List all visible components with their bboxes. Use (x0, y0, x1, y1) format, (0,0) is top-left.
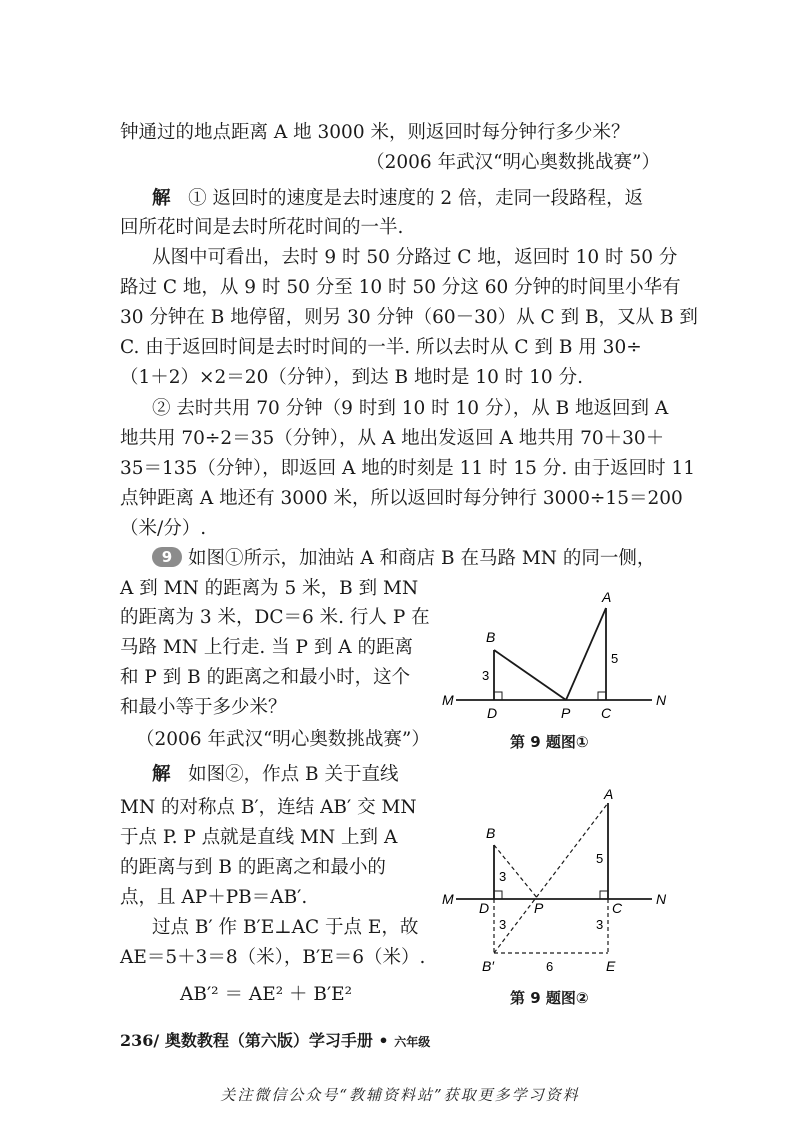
label-ac-length: 5 (596, 851, 604, 866)
text-line (152, 186, 643, 212)
label-m: M (442, 692, 454, 708)
bottom-promo-note: 关注微信公众号“教辅资料站”获取更多学习资料 (220, 1086, 580, 1104)
label-ce-length: 3 (596, 917, 604, 932)
text-line: 地共用 70÷2＝35（分钟），从 A 地出发返回 A 地共用 70＋30＋ (120, 428, 665, 449)
text-line: 点钟距离 A 地还有 3000 米，所以返回时每分钟行 3000÷15＝200 (120, 488, 683, 509)
text-line: （米/分）. (120, 518, 207, 539)
text-line: ② 去时共用 70 分钟（9 时到 10 时 10 分），从 B 地返回到 A (152, 398, 669, 419)
page-footer (120, 1028, 430, 1051)
text-line: 钟通过的地点距离 A 地 3000 米，则返回时每分钟行多少米？ (120, 122, 630, 143)
text-segment: 如图①所示，加油站 A 和商店 B 在马路 MN 的同一侧， (188, 548, 656, 569)
label-d: D (487, 705, 498, 720)
label-m: M (442, 891, 454, 907)
right-angle-d (494, 692, 502, 700)
label-dbprime-length: 3 (499, 917, 507, 932)
label-n: N (656, 891, 667, 907)
source-note: （2006 年武汉“明心奥数挑战赛”） (366, 152, 660, 173)
label-bd-length: 3 (499, 869, 507, 884)
label-d: D (479, 900, 490, 916)
label-a: A (602, 589, 612, 605)
text-line (152, 546, 655, 572)
segment-bprime-a (494, 803, 608, 953)
text-line: （1＋2）×2＝20（分钟），到达 B 地时是 10 时 10 分. (120, 367, 583, 388)
right-angle-c (598, 692, 606, 700)
segment-pa (566, 608, 606, 700)
label-a: A (604, 786, 614, 802)
text-line: 30 分钟在 B 地停留，则另 30 分钟（60－30）从 C 到 B，又从 B 到 (120, 307, 698, 328)
label-bd-length: 3 (482, 668, 490, 683)
source-note: （2006 年武汉“明心奥数挑战赛”） (136, 729, 430, 750)
label-b: B (486, 825, 496, 841)
text-line: 路过 C 地，从 9 时 50 分至 10 时 50 分这 60 分钟的时间里小华有 (120, 277, 681, 298)
text-line: 的距离为 3 米，DC＝6 米. 行人 P 在 (120, 607, 430, 628)
book-title: / 奥数教程（第六版）学习手册 • (153, 1031, 389, 1050)
label-b-prime: B′ (482, 958, 494, 974)
text-line: MN 的对称点 B′，连结 AB′ 交 MN (120, 797, 417, 818)
text-line: 的距离与到 B 的距离之和最小的 (120, 857, 386, 878)
label-b: B (486, 629, 496, 645)
text-segment: 如图②，作点 B 关于直线 (188, 764, 399, 785)
segment-bp (494, 650, 566, 700)
text-line: 35＝135（分钟），即返回 A 地的时刻是 11 时 15 分. 由于返回时 11 (120, 458, 696, 479)
figure-2-diagram (442, 785, 682, 985)
label-c: C (612, 900, 623, 916)
text-line (152, 762, 399, 788)
text-line: 马路 MN 上行走. 当 P 到 A 的距离 (120, 637, 413, 658)
formula-line: AB′² ＝ AE² ＋ B′E² (180, 984, 353, 1005)
label-e: E (606, 958, 616, 974)
text-line: 过点 B′ 作 B′E⊥AC 于点 E，故 (152, 917, 419, 938)
label-ac-length: 5 (611, 651, 619, 666)
text-line: 点，且 AP＋PB＝AB′. (120, 887, 308, 908)
text-line: 和最小等于多少米？ (120, 697, 287, 718)
label-bprime-e-length: 6 (546, 959, 554, 974)
text-line: 回所花时间是去时所花时间的一半. (120, 217, 404, 238)
label-c: C (601, 705, 612, 720)
text-line: 于点 P. P 点就是直线 MN 上到 A (120, 827, 398, 848)
figure-2-caption: 第 9 题图② (510, 989, 589, 1007)
figure-1-diagram (442, 580, 682, 720)
label-n: N (656, 692, 667, 708)
page-number: 236 (120, 1031, 154, 1050)
solution-label: 解 (152, 188, 171, 209)
label-p: P (534, 900, 544, 916)
right-angle-d (494, 891, 502, 899)
text-segment: ① 返回时的速度是去时速度的 2 倍，走同一段路程，返 (188, 188, 644, 209)
text-line: AE＝5＋3＝8（米），B′E＝6（米）. (120, 947, 426, 968)
grade-label: 六年级 (394, 1035, 431, 1049)
text-line: C. 由于返回时间是去时时间的一半. 所以去时从 C 到 B 用 30÷ (120, 337, 642, 358)
problem-number-badge: 9 (152, 547, 182, 567)
text-line: A 到 MN 的距离为 5 米，B 到 MN (120, 578, 419, 599)
right-angle-c (600, 891, 608, 899)
figure-1-caption: 第 9 题图① (510, 733, 589, 751)
text-line: 和 P 到 B 的距离之和最小时，这个 (120, 667, 411, 688)
label-p: P (561, 705, 571, 720)
solution-label: 解 (152, 764, 171, 785)
text-line: 从图中可看出，去时 9 时 50 分路过 C 地，返回时 10 时 50 分 (152, 247, 678, 268)
